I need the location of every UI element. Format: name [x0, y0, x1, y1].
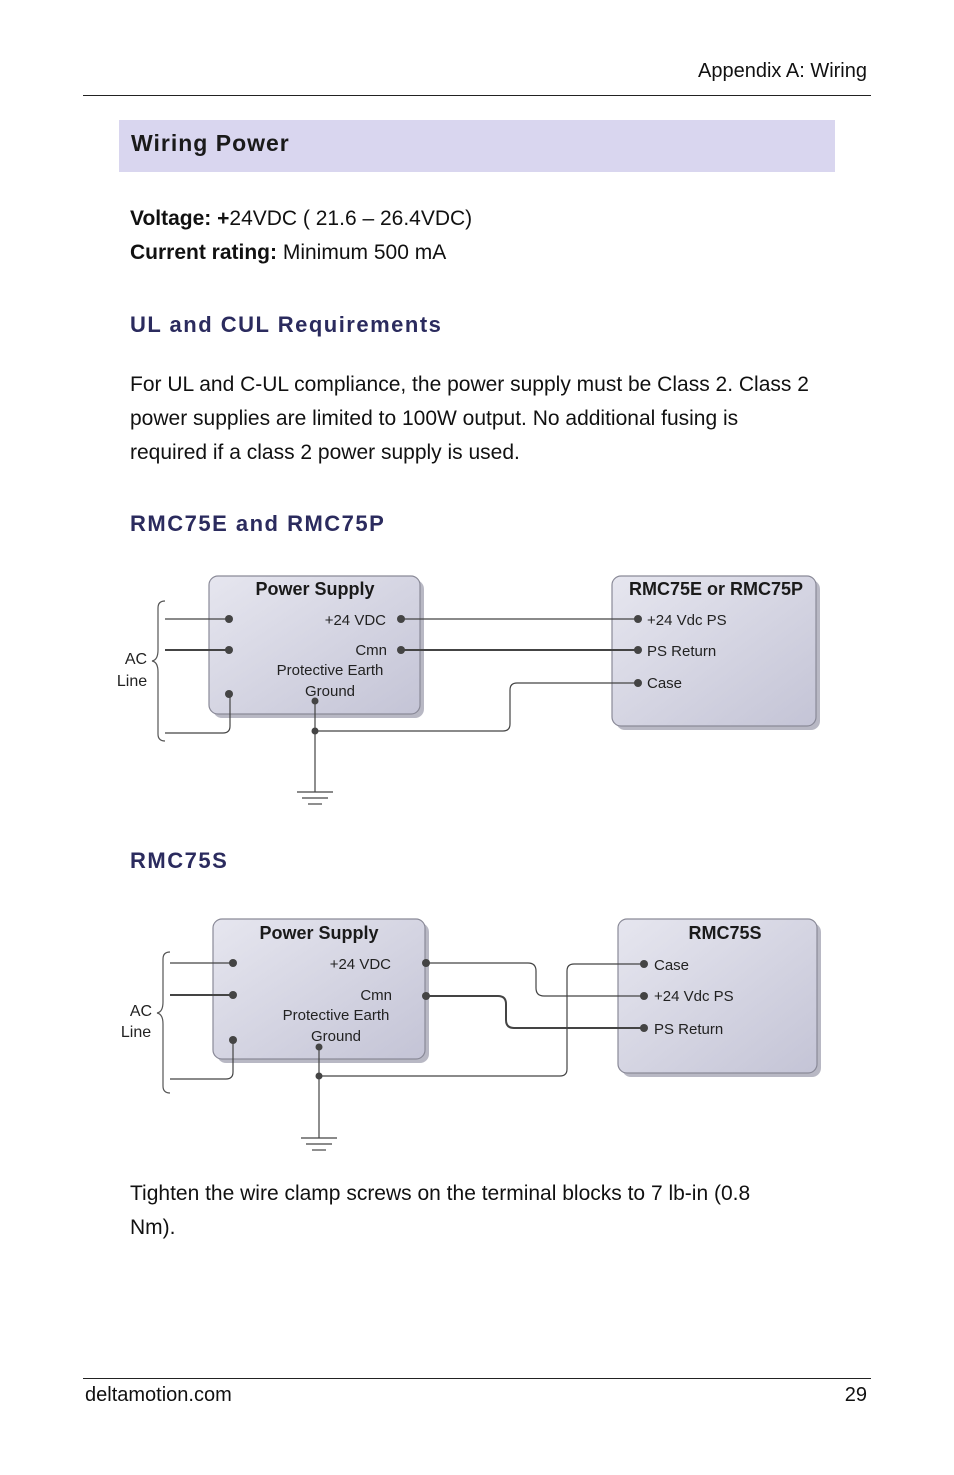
header-rule	[83, 95, 871, 96]
ps-plus24-terminal	[422, 959, 430, 967]
torque-line-2: Nm).	[130, 1216, 176, 1239]
footer-site: deltamotion.com	[85, 1384, 232, 1406]
dev-return-label: PS Return	[647, 643, 717, 660]
rmc75e-heading: RMC75E and RMC75P	[130, 511, 386, 536]
ul-paragraph	[130, 368, 830, 470]
ps-cmn-terminal	[397, 646, 405, 654]
ul-line-3: required if a class 2 power supply is used.	[130, 441, 520, 464]
dev-plus24-terminal	[640, 992, 648, 1000]
dev-return-label: PS Return	[654, 1021, 724, 1038]
rmc75s-heading: RMC75S	[130, 848, 229, 873]
section-banner	[119, 120, 835, 172]
voltage-value: 24VDC ( 21.6 – 26.4VDC)	[229, 207, 473, 230]
current-label: Current rating:	[130, 241, 277, 264]
dev-case-terminal	[640, 960, 648, 968]
ul-line-2: power supplies are limited to 100W output. No additional fusing is	[130, 407, 739, 430]
ps-cmn-label: Cmn	[355, 642, 387, 659]
ps-cmn-terminal	[422, 992, 430, 1000]
device-title: RMC75E or RMC75P	[628, 579, 804, 599]
ground-icon	[297, 792, 333, 804]
current-spec	[130, 241, 446, 265]
plus24-wire	[426, 963, 644, 996]
dev-case-label: Case	[654, 957, 690, 974]
ps-ac-terminal-1	[225, 615, 233, 623]
rmc75e-wiring-diagram	[0, 560, 954, 820]
line-label: Line	[116, 673, 148, 690]
ps-ac-terminal-3	[225, 690, 233, 698]
dev-plus24-label: +24 Vdc PS	[654, 988, 734, 1005]
dev-plus24-terminal	[634, 615, 642, 623]
page-number: 29	[844, 1384, 867, 1406]
ps-cmn-label: Cmn	[360, 987, 392, 1004]
ps-pe-label-1: Protective Earth	[282, 1007, 390, 1024]
ps-pe-label-2: Ground	[304, 683, 356, 700]
ps-plus24-label: +24 VDC	[329, 956, 391, 973]
ps-title: Power Supply	[255, 579, 375, 599]
rmc75s-wiring-diagram	[0, 905, 954, 1160]
dev-case-terminal	[634, 679, 642, 687]
dev-case-label: Case	[647, 675, 683, 692]
ps-plus24-label: +24 VDC	[324, 612, 386, 629]
ps-ac-terminal-3	[229, 1036, 237, 1044]
ac-label: AC	[124, 651, 148, 668]
ground-icon	[301, 1138, 337, 1150]
torque-line-1: Tighten the wire clamp screws on the terminal blocks to 7 lb-in (0.8	[130, 1182, 751, 1205]
footer-rule	[83, 1378, 871, 1379]
ps-ac-terminal-2	[225, 646, 233, 654]
cmn-wire	[426, 996, 644, 1028]
ps-plus24-terminal	[397, 615, 405, 623]
ac-label: AC	[129, 1003, 153, 1020]
ac-line-brace	[152, 601, 165, 741]
running-header: Appendix A: Wiring	[698, 60, 867, 82]
voltage-spec	[130, 207, 472, 231]
device-title: RMC75S	[688, 923, 762, 943]
dev-plus24-label: +24 Vdc PS	[647, 612, 727, 629]
ground-junction	[312, 728, 319, 735]
ps-ac-terminal-2	[229, 991, 237, 999]
ul-line-1: For UL and C-UL compliance, the power supply must be Class 2. Class 2	[130, 373, 809, 396]
section-title: Wiring Power	[131, 130, 290, 156]
current-value: Minimum 500 mA	[277, 241, 447, 264]
torque-note	[130, 1177, 830, 1245]
ground-junction	[316, 1073, 323, 1080]
ps-pe-label-2: Ground	[310, 1028, 362, 1045]
ul-heading: UL and CUL Requirements	[130, 312, 443, 337]
voltage-label: Voltage: +	[130, 207, 230, 230]
ps-ac-terminal-1	[229, 959, 237, 967]
line-label: Line	[120, 1024, 152, 1041]
ps-pe-label-1: Protective Earth	[276, 662, 384, 679]
dev-return-terminal	[640, 1024, 648, 1032]
ac-line-brace	[157, 952, 170, 1093]
dev-return-terminal	[634, 646, 642, 654]
ps-title: Power Supply	[259, 923, 379, 943]
